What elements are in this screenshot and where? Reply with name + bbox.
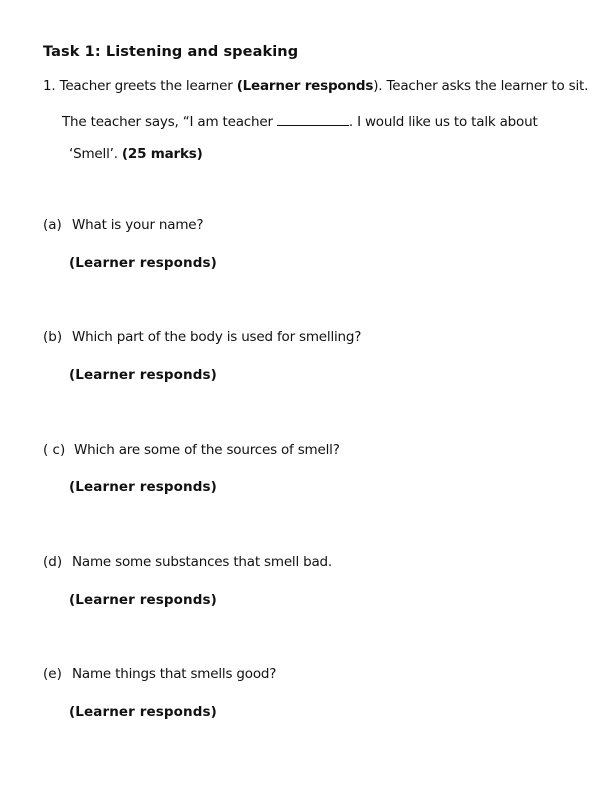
task-title: Task 1: Listening and speaking [43, 44, 299, 60]
question-e-response: (Learner responds) [69, 704, 217, 720]
question-d-text: Name some substances that smell bad. [72, 554, 333, 570]
talk-about-text: . I would like us to talk about [348, 114, 538, 130]
question-d-response: (Learner responds) [69, 592, 217, 608]
question-a-text: What is your name? [72, 217, 204, 233]
intro-line-2 [62, 114, 538, 130]
question-a-response: (Learner responds) [69, 255, 217, 271]
question-b-text: Which part of the body is used for smelling? [72, 329, 362, 345]
learner-responds-bold: (Learner responds [236, 78, 374, 94]
question-e-text: Name things that smells good? [72, 666, 277, 682]
question-a-label: (a) [43, 217, 62, 233]
topic-text: ‘Smell’. [69, 146, 122, 162]
question-e-label: (e) [43, 666, 62, 682]
question-c-label: ( c) [43, 442, 66, 458]
intro-line-3 [69, 148, 203, 162]
item-number: 1. [43, 78, 56, 94]
intro-line-1 [43, 80, 588, 94]
intro-text: Teacher greets the learner [55, 78, 237, 94]
intro-text-continued: ). Teacher asks the learner to sit. [373, 78, 589, 94]
teacher-name-blank [277, 114, 349, 126]
question-c-text: Which are some of the sources of smell? [74, 442, 340, 458]
marks-label: (25 marks) [121, 146, 203, 162]
question-b-response: (Learner responds) [69, 367, 217, 383]
question-b-label: (b) [43, 329, 63, 345]
teacher-says-text: The teacher says, “I am teacher [62, 114, 277, 130]
question-c-response: (Learner responds) [69, 479, 217, 495]
question-d-label: (d) [43, 554, 63, 570]
